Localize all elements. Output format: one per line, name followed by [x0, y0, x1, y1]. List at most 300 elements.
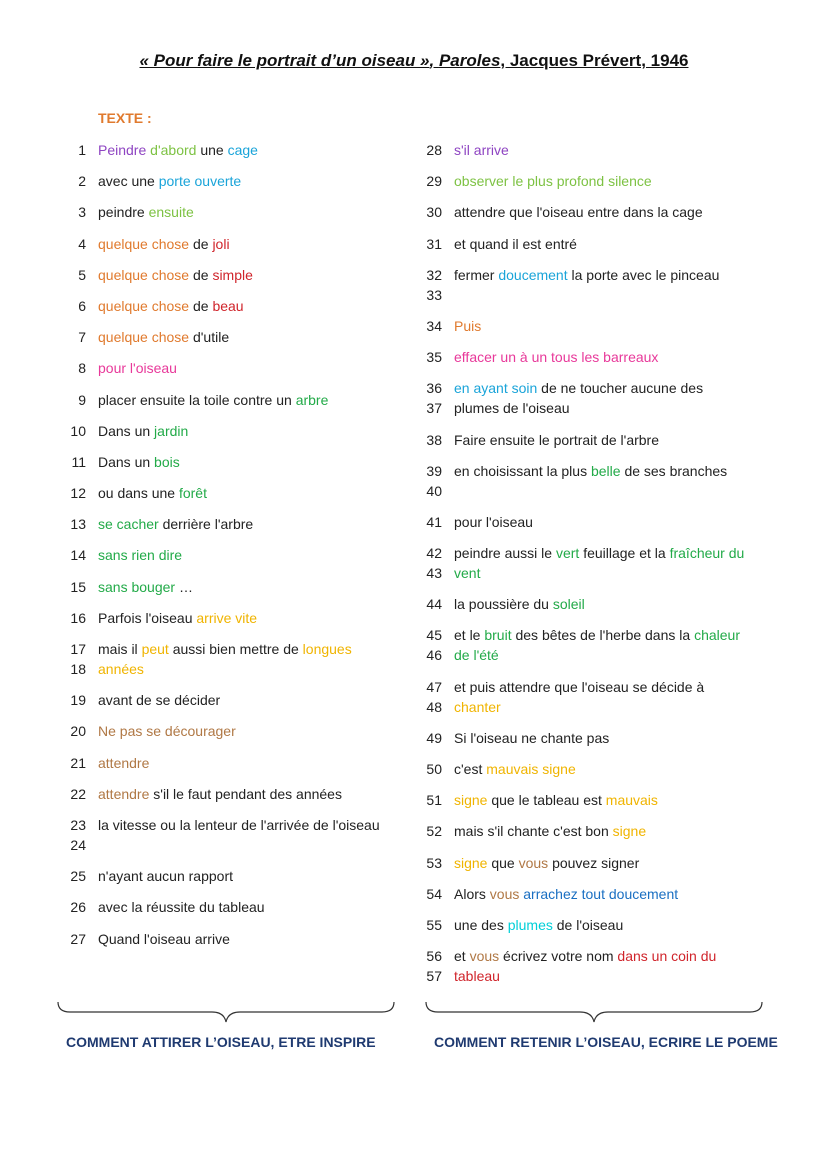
text-segment: placer ensuite la toile contre un [98, 391, 296, 408]
line-text [98, 866, 233, 886]
line-number-value: 6 [78, 297, 86, 314]
poem-line [56, 639, 396, 679]
poem-line [56, 171, 396, 191]
line-number-value: 56 [426, 948, 442, 965]
line-text [454, 316, 481, 336]
line-number-value: 14 [70, 547, 86, 564]
text-segment: arrachez tout doucement [523, 885, 679, 902]
text-segment: doucement [498, 266, 572, 283]
line-number-value: 22 [70, 785, 86, 802]
text-segment: signe [454, 854, 492, 871]
line-text [98, 690, 220, 710]
line-number [56, 784, 86, 804]
poem-line [412, 234, 752, 254]
right-brace [424, 998, 764, 1024]
text-segment: signe [612, 823, 647, 840]
poem-line [56, 721, 396, 741]
line-number-value: 32 [426, 266, 442, 283]
line-text [98, 140, 258, 160]
line-number-value: 30 [426, 204, 442, 221]
line-text [454, 728, 609, 748]
line-number [412, 946, 442, 986]
line-text [98, 483, 207, 503]
line-number-value: 17 [70, 641, 86, 657]
text-segment: et le [454, 627, 485, 644]
line-number [56, 358, 86, 378]
line-text [454, 461, 727, 481]
poem-line [56, 690, 396, 710]
poem-line [412, 378, 752, 418]
line-number [412, 884, 442, 904]
poem-line [56, 545, 396, 565]
text-segment: pouvez signer [552, 854, 640, 871]
text-segment: Quand l'oiseau arrive [98, 930, 230, 947]
text-segment: de ne toucher aucune des plumes de l'oiseau [454, 380, 704, 417]
poem-line [412, 265, 752, 305]
line-number-value: 5 [78, 266, 86, 283]
text-segment: aussi bien mettre de [172, 641, 303, 657]
poem-line [56, 608, 396, 628]
line-text [98, 452, 180, 472]
line-text [98, 358, 177, 378]
text-segment: quelque chose [98, 297, 193, 314]
line-text [454, 884, 678, 904]
text-segment: pour l'oiseau [98, 360, 177, 377]
line-number [56, 929, 86, 949]
line-number-value: 57 [426, 968, 442, 985]
poem-line [56, 866, 396, 886]
text-segment: que le tableau est [491, 792, 606, 809]
poem-column-right [412, 140, 752, 997]
line-number-value: 25 [70, 868, 86, 885]
text-segment: Peindre [98, 142, 151, 158]
text-segment: beau [212, 297, 244, 314]
line-number-value: 39 [426, 462, 442, 479]
line-number-value: 16 [70, 609, 86, 626]
line-number [412, 625, 442, 665]
line-text [454, 946, 752, 986]
poem-line [56, 358, 396, 378]
line-number-value: 31 [426, 235, 442, 252]
text-segment: mais il [98, 641, 142, 657]
line-text [454, 234, 577, 254]
line-number-value: 46 [426, 647, 442, 664]
text-segment: Ne pas se décourager [98, 723, 236, 740]
poem-line [412, 543, 752, 583]
text-segment: se cacher [98, 516, 163, 533]
line-text [98, 721, 236, 741]
left-brace [56, 998, 396, 1024]
line-number-value: 15 [70, 578, 86, 595]
line-number-value: 3 [78, 204, 86, 221]
text-segment: Faire ensuite le portrait de l'arbre [454, 431, 659, 448]
text-segment: avant de se décider [98, 692, 221, 709]
line-number [412, 202, 442, 222]
text-segment: s'il arrive [454, 142, 509, 158]
poem-line [412, 759, 752, 779]
text-segment: mauvais [605, 792, 658, 809]
section-label: TEXTE : [98, 110, 152, 126]
text-segment: peindre [98, 204, 149, 221]
line-number-value: 18 [70, 661, 86, 677]
title-sep: , [429, 51, 439, 70]
footer-right-caption: COMMENT RETENIR L’OISEAU, ECRIRE LE POEME [434, 1034, 778, 1050]
text-segment: n'ayant aucun rapport [98, 868, 233, 885]
poem-line [412, 677, 752, 717]
line-text [98, 753, 149, 773]
line-text [454, 853, 639, 873]
title-author-year: , Jacques Prévert, 1946 [500, 51, 689, 70]
line-number-value: 13 [70, 516, 86, 533]
poem-line [412, 430, 752, 450]
poem-line [412, 347, 752, 367]
text-segment: quelque chose [98, 235, 193, 252]
text-segment: fermer [454, 266, 499, 283]
footer-left-caption: COMMENT ATTIRER L’OISEAU, ETRE INSPIRE [66, 1034, 376, 1050]
text-segment: que [491, 854, 519, 871]
text-segment: quelque chose [98, 266, 193, 283]
line-number-value: 11 [71, 453, 86, 470]
line-text [454, 430, 659, 450]
text-segment: vous [518, 854, 553, 871]
line-number [412, 461, 442, 501]
text-segment: Parfois l'oiseau [98, 609, 197, 626]
text-segment: effacer un à un tous les barreaux [454, 349, 659, 366]
text-segment: arrive vite [196, 609, 258, 626]
line-text [98, 234, 230, 254]
text-segment: feuillage et la [583, 545, 670, 562]
line-number [412, 759, 442, 779]
text-segment: arbre [295, 391, 329, 408]
line-text [98, 202, 194, 222]
poem-line [412, 853, 752, 873]
line-number [56, 296, 86, 316]
poem-line [56, 327, 396, 347]
line-number [56, 897, 86, 917]
line-number [56, 753, 86, 773]
line-number [56, 171, 86, 191]
line-text [98, 514, 253, 534]
line-text [98, 265, 253, 285]
text-segment: quelque chose [98, 329, 193, 346]
text-segment: avec la réussite du tableau [98, 899, 265, 916]
text-segment: ensuite [148, 204, 194, 221]
line-text [454, 625, 752, 665]
line-number-value: 9 [78, 391, 86, 408]
text-segment: avec une [98, 173, 159, 190]
line-number-value: 33 [426, 286, 442, 303]
line-number-value: 38 [426, 431, 442, 448]
text-segment: de [192, 235, 213, 252]
poem-line [412, 594, 752, 614]
text-segment: écrivez votre nom [503, 948, 618, 965]
line-number-value: 52 [426, 823, 442, 840]
line-text [98, 784, 342, 804]
text-segment: d'abord [150, 142, 201, 158]
line-number-value: 10 [70, 422, 86, 439]
line-number [412, 378, 442, 418]
line-number-value: 8 [78, 360, 86, 377]
line-number [412, 316, 442, 336]
line-number-value: 54 [426, 885, 442, 902]
line-number [56, 639, 86, 679]
line-text [454, 790, 658, 810]
page-title [0, 51, 828, 71]
title-collection: Paroles [438, 51, 501, 70]
line-text [454, 677, 752, 717]
line-number-value: 41 [426, 513, 442, 530]
line-text [454, 512, 533, 532]
text-segment: de [192, 297, 213, 314]
text-segment: Dans un [98, 453, 155, 470]
line-number-value: 53 [426, 854, 442, 871]
line-text [454, 821, 646, 841]
poem-line [412, 790, 752, 810]
text-segment: joli [212, 235, 230, 252]
line-text [454, 543, 752, 583]
title-poem: « Pour faire le portrait d’un oiseau » [139, 51, 430, 70]
line-number-value: 44 [426, 596, 442, 613]
poem-line [412, 202, 752, 222]
text-segment: forêt [178, 485, 207, 502]
poem-line [56, 784, 396, 804]
line-text [98, 639, 396, 679]
text-segment: mais s'il chante c'est bon [454, 823, 613, 840]
poem-line [412, 316, 752, 336]
line-number [412, 677, 442, 717]
text-segment: mauvais signe [486, 761, 576, 777]
text-segment: plumes [507, 916, 557, 933]
poem-line [412, 915, 752, 935]
text-segment: Puis [454, 317, 482, 334]
line-number [412, 594, 442, 614]
line-number [412, 347, 442, 367]
text-segment: vous [469, 948, 504, 965]
poem-line [56, 483, 396, 503]
text-segment: une des [454, 916, 508, 933]
line-number [412, 140, 442, 160]
text-segment: bruit [484, 627, 516, 644]
line-number [412, 821, 442, 841]
text-segment: longues années [98, 641, 352, 677]
text-segment: s'il le faut pendant des années [153, 785, 342, 802]
line-number [56, 452, 86, 472]
text-segment: et quand il est entré [454, 235, 577, 252]
text-segment: attendre [98, 785, 154, 802]
text-segment: et puis attendre que l'oiseau se décide à [454, 678, 705, 695]
line-text [98, 815, 380, 835]
line-number [56, 608, 86, 628]
line-text [98, 390, 328, 410]
line-number [412, 728, 442, 748]
line-text [454, 594, 585, 614]
line-number-value: 48 [426, 698, 442, 715]
line-text [454, 202, 703, 222]
line-number [56, 545, 86, 565]
line-number-value: 20 [70, 723, 86, 740]
line-text [98, 421, 188, 441]
line-text [454, 265, 719, 285]
poem-line [56, 390, 396, 410]
line-number-value: 24 [70, 836, 86, 853]
poem-line [412, 140, 752, 160]
line-number [412, 853, 442, 873]
line-number-value: 42 [426, 545, 442, 562]
line-number [56, 815, 86, 855]
line-text [98, 327, 229, 347]
line-number-value: 19 [70, 692, 86, 709]
text-segment: jardin [154, 422, 189, 439]
line-number [56, 577, 86, 597]
line-text [98, 545, 182, 565]
text-segment: signe [454, 792, 492, 809]
text-segment: de ses branches [624, 462, 728, 479]
text-segment: la porte avec le pinceau [571, 266, 720, 283]
text-segment: de [192, 266, 213, 283]
line-number-value: 36 [426, 380, 442, 397]
line-number [412, 171, 442, 191]
text-segment: belle [590, 462, 625, 479]
poem-line [56, 753, 396, 773]
line-text [98, 296, 244, 316]
poem-line [412, 884, 752, 904]
line-number-value: 43 [426, 565, 442, 582]
line-number [56, 265, 86, 285]
line-number-value: 26 [70, 899, 86, 916]
line-number [56, 234, 86, 254]
text-segment: en choisissant la plus [454, 462, 591, 479]
text-segment: pour l'oiseau [454, 513, 533, 530]
line-number [412, 234, 442, 254]
text-segment: vous [489, 885, 524, 902]
text-segment: … [178, 578, 193, 595]
poem-line [412, 512, 752, 532]
text-segment: une [200, 142, 228, 158]
line-number [56, 421, 86, 441]
text-segment: chaleur de l'été [454, 627, 740, 664]
text-segment: de l'oiseau [556, 916, 624, 933]
line-number-value: 40 [426, 482, 442, 499]
line-number-value: 37 [426, 400, 442, 417]
poem-line [412, 625, 752, 665]
line-number [412, 512, 442, 532]
line-text [98, 897, 265, 917]
line-number [56, 140, 86, 160]
poem-line [56, 452, 396, 472]
text-segment: dans un coin du tableau [454, 948, 717, 985]
poem-line [412, 461, 752, 501]
text-segment: d'utile [192, 329, 230, 346]
poem-line [412, 728, 752, 748]
line-number [56, 390, 86, 410]
line-number [56, 690, 86, 710]
text-segment: attendre que l'oiseau entre dans la cage [454, 204, 703, 221]
text-segment: et [454, 948, 470, 965]
text-segment: sans rien dire [98, 547, 183, 564]
text-segment: peindre aussi le [454, 545, 556, 562]
line-number-value: 28 [426, 142, 442, 158]
poem-line [412, 821, 752, 841]
poem-line [56, 140, 396, 160]
text-segment: Alors [454, 885, 490, 902]
text-segment: des bêtes de l'herbe dans la [515, 627, 695, 644]
line-number-value: 45 [426, 627, 442, 644]
text-segment: la poussière du [454, 596, 553, 613]
poem-line [56, 202, 396, 222]
line-number-value: 34 [426, 317, 442, 334]
text-segment: ou dans une [98, 485, 179, 502]
text-segment: en ayant soin [454, 380, 542, 397]
line-number-value: 27 [70, 930, 86, 947]
poem-line [56, 514, 396, 534]
text-segment: chanter [454, 698, 501, 715]
text-segment: attendre [98, 754, 150, 771]
poem-line [56, 265, 396, 285]
line-text [98, 929, 230, 949]
poem-line [412, 946, 752, 986]
line-text [98, 577, 193, 597]
line-text [454, 347, 658, 367]
line-text [454, 759, 576, 779]
line-number [56, 202, 86, 222]
line-number [56, 721, 86, 741]
line-text [454, 915, 623, 935]
line-number-value: 12 [70, 485, 86, 502]
text-segment: porte ouverte [158, 173, 242, 190]
line-number-value: 47 [426, 678, 442, 695]
line-number-value: 49 [426, 729, 442, 746]
line-text [98, 608, 257, 628]
text-segment: observer le plus profond silence [454, 173, 652, 190]
text-segment: vert [555, 545, 584, 562]
poem-line [56, 577, 396, 597]
poem-line [56, 296, 396, 316]
poem-line [56, 929, 396, 949]
text-segment: Dans un [98, 422, 155, 439]
line-number-value: 51 [426, 792, 442, 809]
line-number-value: 7 [78, 329, 86, 346]
line-number-value: 23 [70, 816, 86, 833]
text-segment: la vitesse ou la lenteur de l'arrivée de l'oiseau [98, 816, 380, 833]
line-text [454, 378, 752, 418]
text-segment: bois [154, 453, 180, 470]
line-number-value: 4 [78, 235, 86, 252]
line-number [56, 327, 86, 347]
line-text [454, 140, 509, 160]
text-segment: simple [212, 266, 253, 283]
line-number [412, 430, 442, 450]
line-number [56, 514, 86, 534]
line-number [412, 265, 442, 305]
line-number [412, 543, 442, 583]
text-segment: Si l'oiseau ne chante pas [454, 729, 610, 746]
line-number [412, 915, 442, 935]
poem-line [412, 171, 752, 191]
line-number [412, 790, 442, 810]
line-number-value: 29 [426, 173, 442, 190]
text-segment: fraîcheur du vent [454, 545, 745, 582]
poem-line [56, 234, 396, 254]
line-number [56, 483, 86, 503]
line-number-value: 35 [426, 349, 442, 366]
line-number-value: 50 [426, 761, 442, 777]
text-segment: derrière l'arbre [162, 516, 254, 533]
line-text [454, 171, 652, 191]
line-number-value: 21 [70, 754, 86, 771]
poem-line [56, 815, 396, 855]
line-number-value: 1 [78, 142, 86, 158]
poem-column-left [56, 140, 396, 960]
